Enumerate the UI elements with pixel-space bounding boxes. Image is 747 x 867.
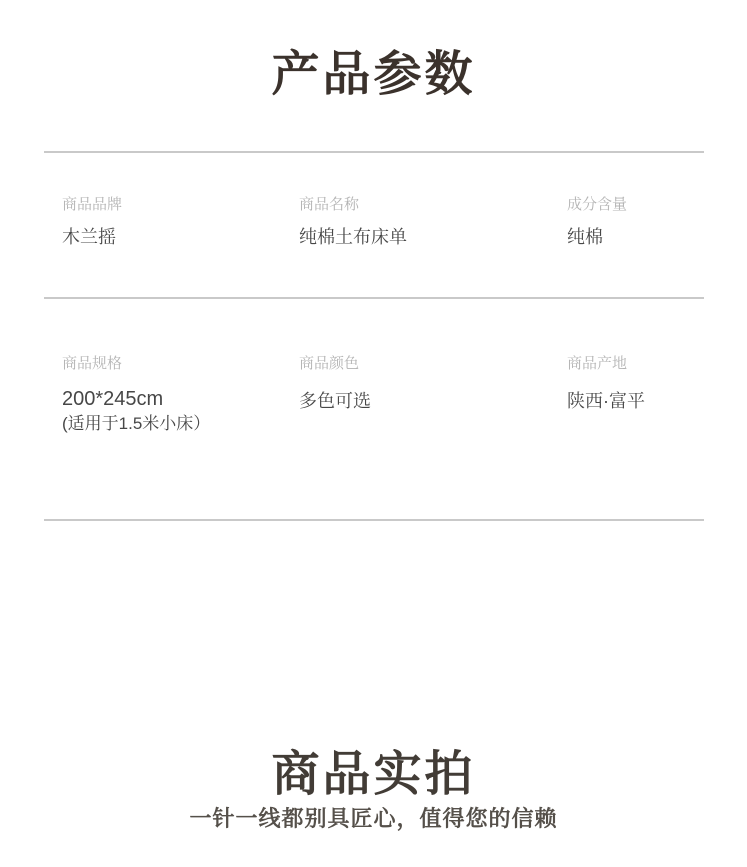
param-value: 200*245cm bbox=[62, 388, 164, 410]
footer-section-title: 商品实拍 bbox=[271, 748, 476, 801]
param-cell-origin bbox=[567, 355, 645, 412]
param-label: 商品颜色 bbox=[299, 355, 360, 372]
footer-section-subtitle: 一针一线都别具匠心，值得您的信赖 bbox=[189, 806, 558, 831]
param-label: 商品名称 bbox=[299, 196, 360, 213]
param-label: 商品品牌 bbox=[62, 196, 123, 213]
param-label: 商品规格 bbox=[62, 355, 123, 372]
param-value: 纯棉 bbox=[567, 227, 603, 247]
param-cell-name bbox=[299, 196, 407, 248]
param-label: 成分含量 bbox=[567, 196, 628, 213]
param-value: 纯棉土布床单 bbox=[299, 227, 407, 247]
param-cell-size bbox=[62, 355, 210, 435]
divider-bottom bbox=[44, 519, 704, 521]
param-cell-brand bbox=[62, 196, 122, 248]
page-title: 产品参数 bbox=[271, 48, 476, 101]
param-label: 商品产地 bbox=[567, 355, 628, 372]
param-value: 木兰摇 bbox=[62, 227, 116, 247]
param-value: 陕西·富平 bbox=[567, 391, 645, 411]
param-cell-color bbox=[299, 355, 371, 412]
param-value: 多色可选 bbox=[299, 391, 371, 411]
param-value-note: (适用于1.5米小床） bbox=[62, 414, 211, 433]
divider-middle bbox=[44, 297, 704, 299]
param-cell-composition bbox=[567, 196, 627, 248]
divider-top bbox=[44, 151, 704, 153]
